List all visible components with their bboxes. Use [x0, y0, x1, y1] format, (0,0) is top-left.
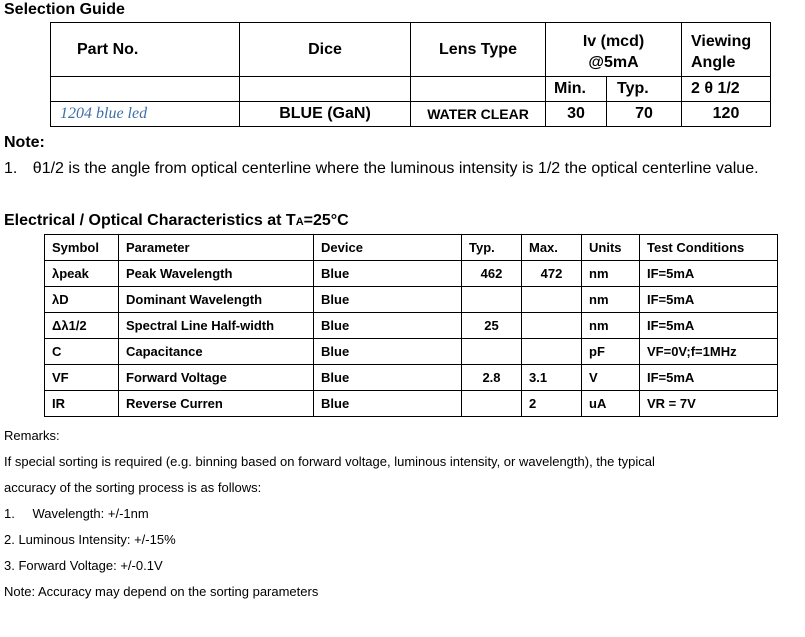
header-viewing-sub: 2 θ 1/2 [682, 77, 771, 102]
device-cell: Blue [314, 365, 462, 391]
header-parameter: Parameter [119, 235, 314, 261]
parameter-cell: Forward Voltage [119, 365, 314, 391]
remarks-item-1-number: 1. [4, 506, 15, 521]
typ-cell [462, 287, 522, 313]
table-row [45, 261, 778, 287]
header-symbol: Symbol [45, 235, 119, 261]
note-title: Note: [4, 134, 45, 151]
symbol-cell: C [45, 339, 119, 365]
header-part-no: Part No. [51, 23, 240, 77]
note-text: θ1/2 is the angle from optical centerline where the luminous intensity is 1/2 the optical centerline value. [32, 160, 759, 177]
parameter-cell: Dominant Wavelength [119, 287, 314, 313]
test-conditions-cell: IF=5mA [640, 365, 778, 391]
table-row [45, 313, 778, 339]
device-cell: Blue [314, 391, 462, 417]
units-cell: nm [582, 313, 640, 339]
part-number-cell [51, 102, 240, 127]
units-cell: V [582, 365, 640, 391]
header-angle: Angle [682, 51, 771, 77]
device-cell: Blue [314, 313, 462, 339]
electrical-title-suffix: =25°C [303, 212, 349, 229]
iv-min-value: 30 [546, 102, 607, 127]
note-item [4, 160, 759, 178]
symbol-cell: IR [45, 391, 119, 417]
header-units: Units [582, 235, 640, 261]
remarks-item-1 [4, 506, 149, 521]
typ-cell [462, 339, 522, 365]
typ-cell: 25 [462, 313, 522, 339]
electrical-table [44, 234, 778, 417]
lens-type-value: WATER CLEAR [411, 102, 546, 127]
table-row [45, 287, 778, 313]
max-cell: 2 [522, 391, 582, 417]
units-cell: nm [582, 287, 640, 313]
units-cell: uA [582, 391, 640, 417]
max-cell [522, 287, 582, 313]
electrical-title-prefix: Electrical / Optical Characteristics at T [4, 212, 296, 229]
iv-typ-value: 70 [607, 102, 682, 127]
header-typ: Typ. [462, 235, 522, 261]
table-row [45, 339, 778, 365]
symbol-cell: λD [45, 287, 119, 313]
header-part-spacer [51, 77, 240, 102]
remarks-item-2: 2. Luminous Intensity: +/-15% [4, 532, 176, 547]
header-lens-spacer [411, 77, 546, 102]
max-cell [522, 313, 582, 339]
symbol-cell: λpeak [45, 261, 119, 287]
test-conditions-cell: VF=0V;f=1MHz [640, 339, 778, 365]
test-conditions-cell: IF=5mA [640, 287, 778, 313]
test-conditions-cell: VR = 7V [640, 391, 778, 417]
table-row [45, 391, 778, 417]
max-cell: 3.1 [522, 365, 582, 391]
typ-cell: 2.8 [462, 365, 522, 391]
table-row [45, 365, 778, 391]
electrical-title [4, 212, 349, 230]
selection-guide-title: Selection Guide [4, 1, 125, 18]
header-dice: Dice [240, 23, 411, 77]
max-cell [522, 339, 582, 365]
units-cell: nm [582, 261, 640, 287]
remarks-line-1: If special sorting is required (e.g. binning based on forward voltage, luminous intensity, or wavelength), the typical [4, 454, 655, 469]
viewing-angle-value: 120 [682, 102, 771, 127]
header-test-conditions: Test Conditions [640, 235, 778, 261]
max-cell: 472 [522, 261, 582, 287]
note-number: 1. [4, 160, 18, 177]
device-cell: Blue [314, 261, 462, 287]
part-number-link[interactable]: 1204 blue led [60, 105, 148, 122]
remarks-line-2: accuracy of the sorting process is as follows: [4, 480, 262, 495]
test-conditions-cell: IF=5mA [640, 313, 778, 339]
remarks-title: Remarks: [4, 428, 60, 443]
symbol-cell: VF [45, 365, 119, 391]
header-min: Min. [546, 77, 607, 102]
header-viewing: Viewing [682, 23, 771, 51]
header-dice-spacer [240, 77, 411, 102]
header-iv-condition: @5mA [546, 51, 682, 77]
parameter-cell: Peak Wavelength [119, 261, 314, 287]
header-typ: Typ. [607, 77, 682, 102]
remarks-item-3: 3. Forward Voltage: +/-0.1V [4, 558, 163, 573]
header-device: Device [314, 235, 462, 261]
parameter-cell: Capacitance [119, 339, 314, 365]
header-max: Max. [522, 235, 582, 261]
parameter-cell: Spectral Line Half-width [119, 313, 314, 339]
electrical-header-row [45, 235, 778, 261]
dice-value: BLUE (GaN) [240, 102, 411, 127]
device-cell: Blue [314, 287, 462, 313]
units-cell: pF [582, 339, 640, 365]
typ-cell: 462 [462, 261, 522, 287]
test-conditions-cell: IF=5mA [640, 261, 778, 287]
header-iv: Iv (mcd) [546, 23, 682, 51]
parameter-cell: Reverse Curren [119, 391, 314, 417]
electrical-title-subscript: A [295, 216, 304, 228]
device-cell: Blue [314, 339, 462, 365]
symbol-cell: Δλ1/2 [45, 313, 119, 339]
remarks-footer: Note: Accuracy may depend on the sorting parameters [4, 584, 319, 599]
typ-cell [462, 391, 522, 417]
header-lens-type: Lens Type [411, 23, 546, 77]
selection-guide-table [50, 22, 771, 127]
remarks-item-1-text: Wavelength: +/-1nm [32, 506, 149, 521]
